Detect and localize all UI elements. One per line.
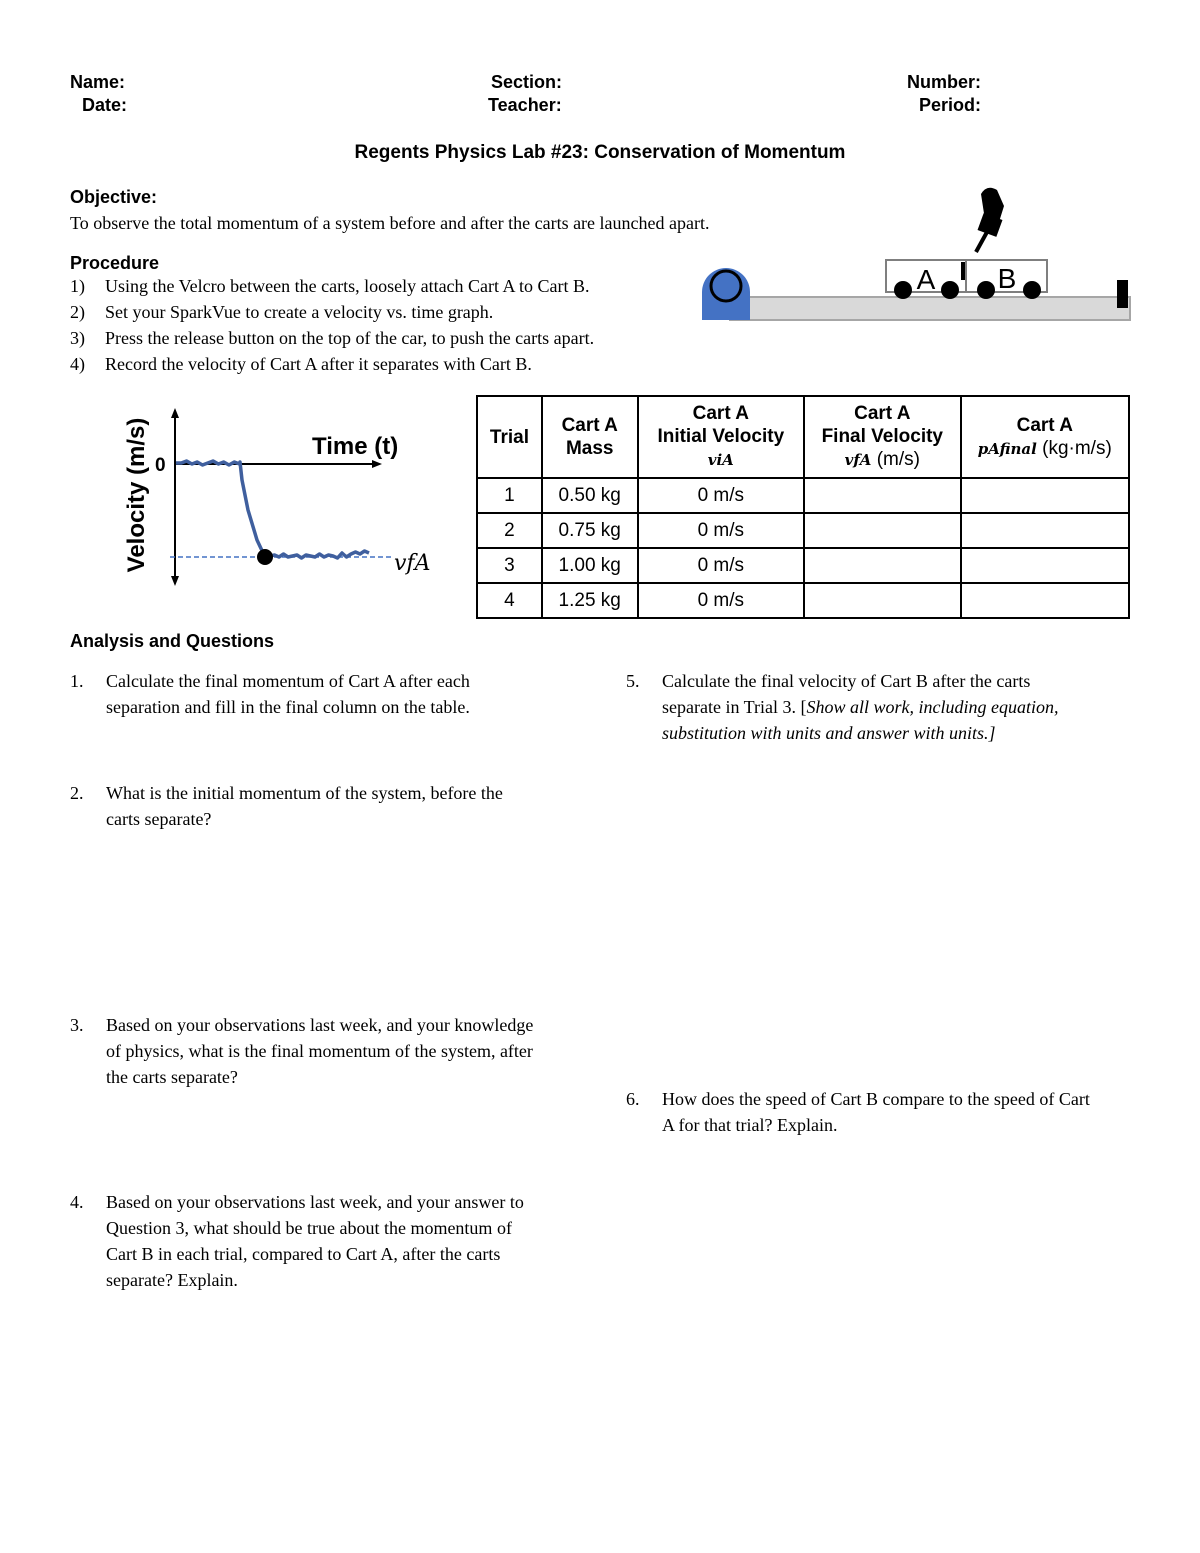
cell-final-velocity[interactable]: [804, 583, 961, 618]
question-number: 4.: [70, 1192, 84, 1212]
header-final-momentum: Cart A pAfinal (kg·m/s): [961, 396, 1129, 478]
procedure-step: [70, 299, 690, 325]
procedure-step: [70, 273, 690, 299]
vfa-label: vfA: [394, 551, 431, 576]
cell-initial-velocity: 0 m/s: [638, 548, 804, 583]
step-number: 1): [70, 276, 85, 296]
number-label: Number:: [907, 72, 982, 92]
y-axis-arrow-down: [171, 576, 179, 586]
procedure-step: [70, 325, 690, 351]
cell-mass: 0.75 kg: [542, 513, 638, 548]
release-plunger: [961, 262, 965, 280]
step-text: Record the velocity of Cart A after it separates with Cart B.: [105, 354, 532, 374]
track-end-stop: [702, 268, 750, 320]
date-label: Date:: [82, 95, 128, 115]
zero-tick-label: 0: [155, 455, 166, 476]
procedure-heading: Procedure: [70, 253, 160, 273]
period-label: Period:: [919, 95, 982, 115]
question-2: 2. What is the initial momentum of the system, before the carts separate?: [70, 780, 570, 832]
cart-b-label: B: [997, 263, 1017, 294]
question-3: 3. Based on your observations last week, and your knowledge of physics, what is the final momentum of the system, after the carts separate?: [70, 1012, 590, 1090]
objective-text: To observe the total momentum of a system before and after the carts are launched apart.: [70, 213, 710, 233]
question-number: 1.: [70, 671, 84, 691]
cell-final-momentum[interactable]: [961, 583, 1129, 618]
name-label: Name:: [70, 72, 126, 92]
wheel: [977, 281, 995, 299]
header-trial: Trial: [477, 396, 542, 478]
header-initial-velocity: Cart A Initial Velocity viA: [638, 396, 804, 478]
question-4: 4. Based on your observations last week, and your answer to Question 3, what should be true about the momentum of Cart B in each trial, compared to Cart A, after the carts separate? Explain.: [70, 1189, 590, 1293]
cell-final-momentum[interactable]: [961, 478, 1129, 513]
cell-final-velocity[interactable]: [804, 478, 961, 513]
wheel: [941, 281, 959, 299]
x-axis-arrow: [372, 460, 382, 468]
step-text: Press the release button on the top of the car, to push the carts apart.: [105, 328, 595, 348]
cell-initial-velocity: 0 m/s: [638, 513, 804, 548]
cell-mass: 1.00 kg: [542, 548, 638, 583]
table-row: [477, 513, 1129, 548]
page-title: Regents Physics Lab #23: Conservation of Momentum: [354, 142, 846, 163]
objective-heading: Objective:: [70, 187, 158, 207]
question-number: 2.: [70, 783, 84, 803]
cell-trial: 3: [477, 548, 542, 583]
step-number: 2): [70, 302, 85, 322]
question-number: 3.: [70, 1015, 84, 1035]
step-number: 3): [70, 328, 85, 348]
procedure-list: [70, 273, 690, 377]
section-label: Section:: [491, 72, 563, 92]
data-table: [476, 395, 1130, 619]
question-5: 5. Calculate the final velocity of Cart B after the carts separate in Trial 3. [Show all work, including equation, substitution with units and answer with units.]: [626, 668, 1146, 746]
y-axis-arrow-up: [171, 408, 179, 418]
header-final-velocity: Cart A Final Velocity vfA (m/s): [804, 396, 961, 478]
step-text: Using the Velcro between the carts, loosely attach Cart A to Cart B.: [105, 276, 590, 296]
separation-point: [257, 549, 273, 565]
cell-final-momentum[interactable]: [961, 513, 1129, 548]
question-6: 6. How does the speed of Cart B compare to the speed of Cart A for that trial? Explain.: [626, 1086, 1146, 1138]
table-header-row: [477, 396, 1129, 478]
track: [730, 297, 1130, 320]
cell-trial: 1: [477, 478, 542, 513]
wheel: [1023, 281, 1041, 299]
wheel: [894, 281, 912, 299]
procedure-step: [70, 351, 690, 377]
question-number: 5.: [626, 671, 640, 691]
table-row: [477, 583, 1129, 618]
cell-final-velocity[interactable]: [804, 548, 961, 583]
pointing-hand-icon: [976, 188, 1004, 252]
bumper: [1117, 280, 1128, 308]
step-number: 4): [70, 354, 85, 374]
table-row: [477, 478, 1129, 513]
cell-final-velocity[interactable]: [804, 513, 961, 548]
table-row: [477, 548, 1129, 583]
velocity-time-graph: [110, 400, 445, 590]
step-text: Set your SparkVue to create a velocity vs. time graph.: [105, 302, 494, 322]
cell-mass: 1.25 kg: [542, 583, 638, 618]
cell-initial-velocity: 0 m/s: [638, 478, 804, 513]
cell-mass: 0.50 kg: [542, 478, 638, 513]
question-1: 1. Calculate the final momentum of Cart A after each separation and fill in the final column on the table.: [70, 668, 570, 720]
analysis-heading: Analysis and Questions: [70, 631, 275, 651]
cart-a-label: A: [916, 264, 936, 295]
cart-track-diagram: [695, 180, 1135, 330]
cell-final-momentum[interactable]: [961, 548, 1129, 583]
velocity-trace: [176, 461, 369, 558]
teacher-label: Teacher:: [488, 95, 562, 115]
cell-trial: 2: [477, 513, 542, 548]
y-axis-label: Velocity (m/s): [123, 417, 150, 573]
cell-trial: 4: [477, 583, 542, 618]
header-mass: Cart A Mass: [542, 396, 638, 478]
cell-initial-velocity: 0 m/s: [638, 583, 804, 618]
x-axis-label: Time (t): [312, 433, 399, 460]
question-number: 6.: [626, 1089, 640, 1109]
